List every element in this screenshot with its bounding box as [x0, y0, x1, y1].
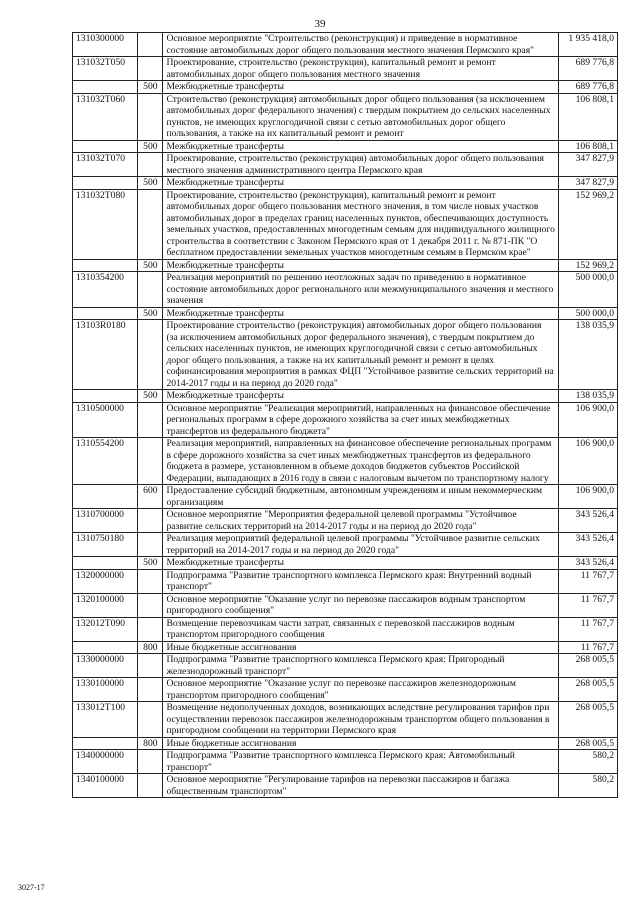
table-row: [73, 678, 618, 702]
row-expense-type: [138, 569, 163, 593]
row-description: Межбюджетные трансферты: [163, 557, 559, 570]
row-expense-type: 500: [138, 81, 163, 94]
table-row: [73, 509, 618, 533]
row-expense-type: 500: [138, 177, 163, 190]
row-code: 131032Т080: [73, 189, 138, 259]
row-amount: 347 827,9: [559, 177, 618, 190]
row-code: 1310750180: [73, 533, 138, 557]
row-description: Проектирование, строительство (реконструкция), капитальный ремонт и ремонт автомобильных дорог общего пользования местного значения, в том числе новых участков автомобильных дорог в пределах границ населенных пунктов, обеспечивающих доступность земельных участков, предоставленных многодетным семьям для индивидуального жилищного строительства в соответствии с Законом Пермского края от 1 декабря 2011 г. № 871-ПК "О бесплатном предоставлении земельных участков многодетным семьям в Пермском крае": [163, 189, 559, 259]
row-code: [73, 390, 138, 403]
row-code: 1340000000: [73, 750, 138, 774]
row-code: [73, 81, 138, 94]
row-description: Иные бюджетные ассигнования: [163, 641, 559, 654]
row-amount: 580,2: [559, 750, 618, 774]
budget-table-body: [73, 33, 618, 798]
row-expense-type: 500: [138, 557, 163, 570]
row-amount: 268 005,5: [559, 654, 618, 678]
row-description: Межбюджетные трансферты: [163, 81, 559, 94]
row-expense-type: [138, 153, 163, 177]
row-expense-type: [138, 509, 163, 533]
table-row: [73, 569, 618, 593]
row-description: Подпрограмма "Развитие транспортного комплекса Пермского края: Внутренний водный транспорт": [163, 569, 559, 593]
row-code: [73, 177, 138, 190]
table-row: [73, 702, 618, 738]
row-expense-type: 800: [138, 641, 163, 654]
row-code: 1310500000: [73, 402, 138, 438]
row-code: 133012Т100: [73, 702, 138, 738]
row-amount: 106 900,0: [559, 485, 618, 509]
row-amount: 11 767,7: [559, 569, 618, 593]
row-expense-type: [138, 702, 163, 738]
row-description: Межбюджетные трансферты: [163, 140, 559, 153]
footer-code: 3027-17: [18, 883, 45, 892]
row-description: Основное мероприятие "Оказание услуг по перевозке пассажиров железнодорожным транспортом пригородного сообщения": [163, 678, 559, 702]
table-row: [73, 259, 618, 272]
row-description: Строительство (реконструкция) автомобильных дорог общего пользования (за исключением автомобильных дорог федерального значения) с твердым покрытием до сельских населенных пунктов, не имеющих круглогодичной связи с сетью автомобильных дорог общего пользования, а также на их капитальный ремонт и ремонт: [163, 93, 559, 140]
row-description: Иные бюджетные ассигнования: [163, 737, 559, 750]
row-amount: 106 808,1: [559, 93, 618, 140]
page-number: 39: [314, 18, 326, 30]
row-code: [73, 641, 138, 654]
row-description: Межбюджетные трансферты: [163, 177, 559, 190]
row-description: Проектирование строительство (реконструкция) автомобильных дорог общего пользования (за исключением автомобильных дорог федерального значения), с твердым покрытием до сельских населенных пунктов, не имеющих круглогодичной связи с сетью автомобильных дорог общего пользования, а также на их капитальный ремонт и ремонт в целях софинансирования мероприятия в рамках ФЦП "Устойчивое развитие сельских территорий на 2014-2017 годы и на период до 2020 года": [163, 320, 559, 390]
row-description: Основное мероприятие "Строительство (реконструкция) и приведение в нормативное состояние автомобильных дорог общего пользования местного значения Пермского края": [163, 33, 559, 57]
row-amount: 689 776,8: [559, 57, 618, 81]
row-description: Реализация мероприятий, направленных на финансовое обеспечение региональных программ в сфере дорожного хозяйства за счет иных межбюджетных трансфертов из федерального бюджета в размере, установленном в объеме доходов бюджетов субъектов Российской Федерации, выпадающих в 2016 году в связи с налоговым вычетом по транспортному налогу: [163, 438, 559, 485]
row-description: Подпрограмма "Развитие транспортного комплекса Пермского края: Автомобильный транспорт": [163, 750, 559, 774]
row-code: 1320000000: [73, 569, 138, 593]
table-row: [73, 533, 618, 557]
row-expense-type: 500: [138, 259, 163, 272]
row-expense-type: 600: [138, 485, 163, 509]
row-description: Подпрограмма "Развитие транспортного комплекса Пермского края: Пригородный железнодорожный транспорт": [163, 654, 559, 678]
table-row: [73, 153, 618, 177]
row-amount: 580,2: [559, 774, 618, 798]
row-expense-type: [138, 774, 163, 798]
table-row: [73, 307, 618, 320]
row-code: [73, 140, 138, 153]
row-description: Реализация мероприятий федеральной целевой программы "Устойчивое развитие сельских территорий на 2014-2017 годы и на период до 2020 года": [163, 533, 559, 557]
row-expense-type: [138, 654, 163, 678]
row-expense-type: [138, 402, 163, 438]
row-description: Проектирование, строительство (реконструкция) автомобильных дорог общего пользования местного значения административного центра Пермского края: [163, 153, 559, 177]
table-row: [73, 438, 618, 485]
row-amount: 343 526,4: [559, 533, 618, 557]
row-amount: 1 935 418,0: [559, 33, 618, 57]
row-code: 1310300000: [73, 33, 138, 57]
row-code: [73, 307, 138, 320]
row-expense-type: [138, 189, 163, 259]
table-row: [73, 641, 618, 654]
row-code: 1340100000: [73, 774, 138, 798]
row-expense-type: [138, 33, 163, 57]
table-row: [73, 189, 618, 259]
table-row: [73, 774, 618, 798]
row-amount: 343 526,4: [559, 509, 618, 533]
row-code: 132012Т090: [73, 617, 138, 641]
row-description: Основное мероприятие "Регулирование тарифов на перевозки пассажиров и багажа общественным транспортом": [163, 774, 559, 798]
row-description: Проектирование, строительство (реконструкция), капитальный ремонт и ремонт автомобильных дорог общего пользования местного значения: [163, 57, 559, 81]
row-expense-type: [138, 320, 163, 390]
row-amount: 106 900,0: [559, 402, 618, 438]
row-amount: 138 035,9: [559, 390, 618, 403]
row-amount: 500 000,0: [559, 307, 618, 320]
table-row: [73, 402, 618, 438]
row-amount: 152 969,2: [559, 189, 618, 259]
row-amount: 343 526,4: [559, 557, 618, 570]
row-code: 131032Т060: [73, 93, 138, 140]
row-amount: 152 969,2: [559, 259, 618, 272]
row-expense-type: [138, 272, 163, 308]
row-code: [73, 557, 138, 570]
row-description: Возмещение недополученных доходов, возникающих вследствие регулирования тарифов при осуществлении перевозок пассажиров железнодорожным транспортом общего пользования в пригородном сообщении на территории Пермского края: [163, 702, 559, 738]
row-description: Межбюджетные трансферты: [163, 307, 559, 320]
row-expense-type: [138, 593, 163, 617]
row-code: 1310354200: [73, 272, 138, 308]
row-description: Основное мероприятие "Реализация мероприятий, направленных на финансовое обеспечение региональных программ в сфере дорожного хозяйства за счет иных межбюджетных трансфертов из федерального бюджета": [163, 402, 559, 438]
row-expense-type: 500: [138, 140, 163, 153]
table-row: [73, 737, 618, 750]
table-row: [73, 57, 618, 81]
row-expense-type: 800: [138, 737, 163, 750]
row-amount: 268 005,5: [559, 678, 618, 702]
row-description: Реализация мероприятий по решению неотложных задач по приведению в нормативное состояние автомобильных дорог регионального или межмуниципального значения и местного значения: [163, 272, 559, 308]
row-expense-type: [138, 533, 163, 557]
row-code: 1330000000: [73, 654, 138, 678]
table-row: [73, 617, 618, 641]
table-row: [73, 320, 618, 390]
table-row: [73, 93, 618, 140]
row-code: 1320100000: [73, 593, 138, 617]
row-description: Межбюджетные трансферты: [163, 259, 559, 272]
row-amount: 500 000,0: [559, 272, 618, 308]
row-code: 1310554200: [73, 438, 138, 485]
budget-table: [72, 32, 618, 798]
table-row: [73, 33, 618, 57]
table-row: [73, 390, 618, 403]
table-row: [73, 81, 618, 94]
row-code: [73, 485, 138, 509]
row-code: 13103R0180: [73, 320, 138, 390]
row-amount: 106 808,1: [559, 140, 618, 153]
row-amount: 689 776,8: [559, 81, 618, 94]
row-expense-type: [138, 93, 163, 140]
table-row: [73, 272, 618, 308]
row-code: 1330100000: [73, 678, 138, 702]
row-description: Основное мероприятие "Оказание услуг по перевозке пассажиров водным транспортом пригородного сообщения": [163, 593, 559, 617]
row-amount: 138 035,9: [559, 320, 618, 390]
row-code: [73, 737, 138, 750]
row-amount: 347 827,9: [559, 153, 618, 177]
row-code: 1310700000: [73, 509, 138, 533]
row-amount: 106 900,0: [559, 438, 618, 485]
table-row: [73, 485, 618, 509]
row-expense-type: [138, 438, 163, 485]
table-row: [73, 654, 618, 678]
row-amount: 268 005,5: [559, 737, 618, 750]
row-description: Межбюджетные трансферты: [163, 390, 559, 403]
row-expense-type: [138, 678, 163, 702]
row-amount: 11 767,7: [559, 641, 618, 654]
table-row: [73, 140, 618, 153]
row-amount: 11 767,7: [559, 593, 618, 617]
row-code: [73, 259, 138, 272]
row-amount: 268 005,5: [559, 702, 618, 738]
row-expense-type: 500: [138, 390, 163, 403]
table-row: [73, 177, 618, 190]
row-description: Основное мероприятие "Мероприятия федеральной целевой программы "Устойчивое развитие сельских территорий на 2014-2017 годы и на период до 2020 года": [163, 509, 559, 533]
row-code: 131032Т070: [73, 153, 138, 177]
row-description: Предоставление субсидий бюджетным, автономным учреждениям и иным некоммерческим организациям: [163, 485, 559, 509]
row-expense-type: [138, 750, 163, 774]
row-amount: 11 767,7: [559, 617, 618, 641]
table-row: [73, 557, 618, 570]
row-expense-type: 500: [138, 307, 163, 320]
table-row: [73, 750, 618, 774]
row-expense-type: [138, 617, 163, 641]
table-row: [73, 593, 618, 617]
row-code: 131032Т050: [73, 57, 138, 81]
row-description: Возмещение перевозчикам части затрат, связанных с перевозкой пассажиров водным транспортом пригородного сообщения: [163, 617, 559, 641]
row-expense-type: [138, 57, 163, 81]
